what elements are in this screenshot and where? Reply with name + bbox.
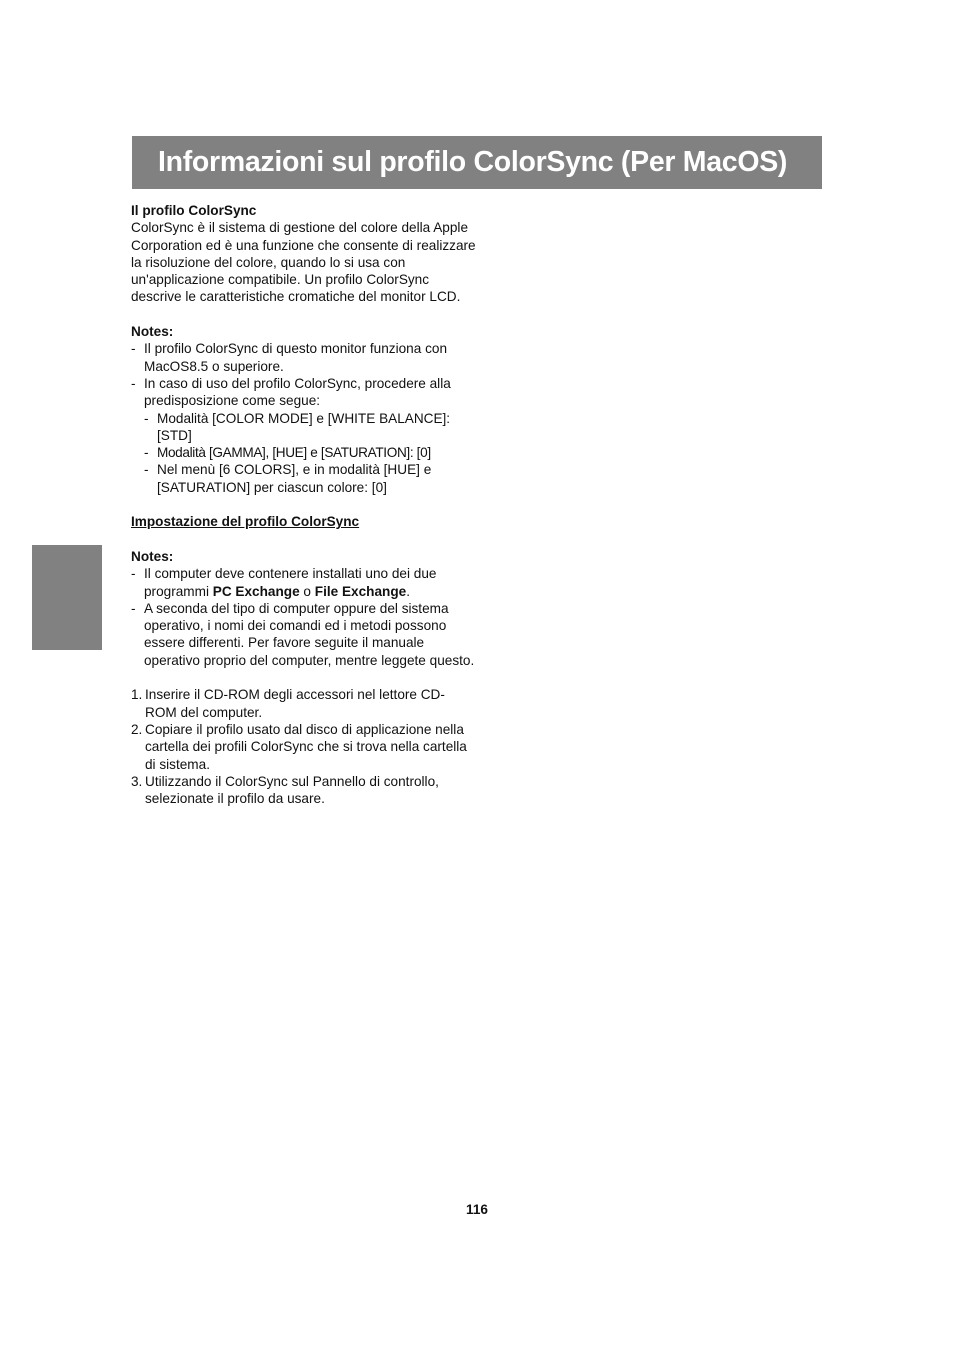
list-item: - A seconda del tipo di computer oppure del sistema operativo, i nomi dei comandi ed i metodi possono essere differenti. Per favore seguite il manuale operativo proprio del computer, mentre leggete questo.: [131, 600, 475, 668]
list-bullet: -: [131, 341, 136, 357]
list-bullet: -: [144, 445, 149, 461]
section-heading-profile-setup: Impostazione del profilo ColorSync: [131, 514, 360, 530]
program-name-file-exchange: File Exchange: [314, 583, 407, 599]
page-header-bar: [132, 136, 822, 189]
sub-list: [131, 410, 476, 496]
main-content: [131, 202, 476, 807]
step-item: 2. Copiare il profilo usato dal disco di applicazione nella cartella dei profili ColorSync che si trova nella cartella di sistema.: [131, 721, 467, 772]
step-number: 2.: [131, 721, 143, 737]
notes-heading: Notes:: [131, 324, 174, 340]
colorsync-description: ColorSync è il sistema di gestione del colore della Apple Corporation ed è una funzione che consente di realizzare la risoluzione del colore, quando lo si usa con un'applicazione compatibile. Un profilo ColorSync descrive le caratteristiche cromatiche del monitor LCD.: [131, 220, 476, 305]
step-item: 1. Inserire il CD-ROM degli accessori nel lettore CD-ROM del computer.: [131, 687, 445, 720]
list-item: - In caso di uso del profilo ColorSync, procedere alla predisposizione come segue:: [131, 375, 451, 409]
page-title: Informazioni sul profilo ColorSync (Per MacOS): [158, 146, 788, 178]
list-bullet: -: [144, 410, 149, 426]
list-item: - Il profilo ColorSync di questo monitor funziona con MacOS8.5 o superiore.: [131, 341, 447, 374]
list-item: - Modalità [GAMMA], [HUE] e [SATURATION]: [0]: [144, 445, 431, 461]
list-item: - Il computer deve contenere installati uno dei due programmi PC Exchange o File Exchange.: [131, 566, 437, 599]
program-name-pc-exchange: PC Exchange: [212, 583, 300, 599]
step-number: 1.: [131, 687, 143, 703]
list-bullet: -: [144, 462, 149, 478]
section-heading-colorsync-profile: Il profilo ColorSync: [131, 203, 257, 218]
step-item: 3. Utilizzando il ColorSync sul Pannello di controllo, selezionate il profilo da usare.: [131, 773, 439, 807]
section-side-tab: [32, 545, 102, 650]
list-item: - Nel menù [6 COLORS], e in modalità [HUE] e [SATURATION] per ciascun colore: [0]: [144, 462, 432, 495]
list-bullet: -: [131, 566, 136, 582]
list-item: - Modalità [COLOR MODE] e [WHITE BALANCE]: [STD]: [144, 410, 451, 443]
step-number: 3.: [131, 773, 143, 789]
list-bullet: -: [131, 375, 136, 391]
notes-heading: Notes:: [131, 548, 174, 564]
list-bullet: -: [131, 600, 136, 616]
page-number: 116: [466, 1202, 488, 1217]
